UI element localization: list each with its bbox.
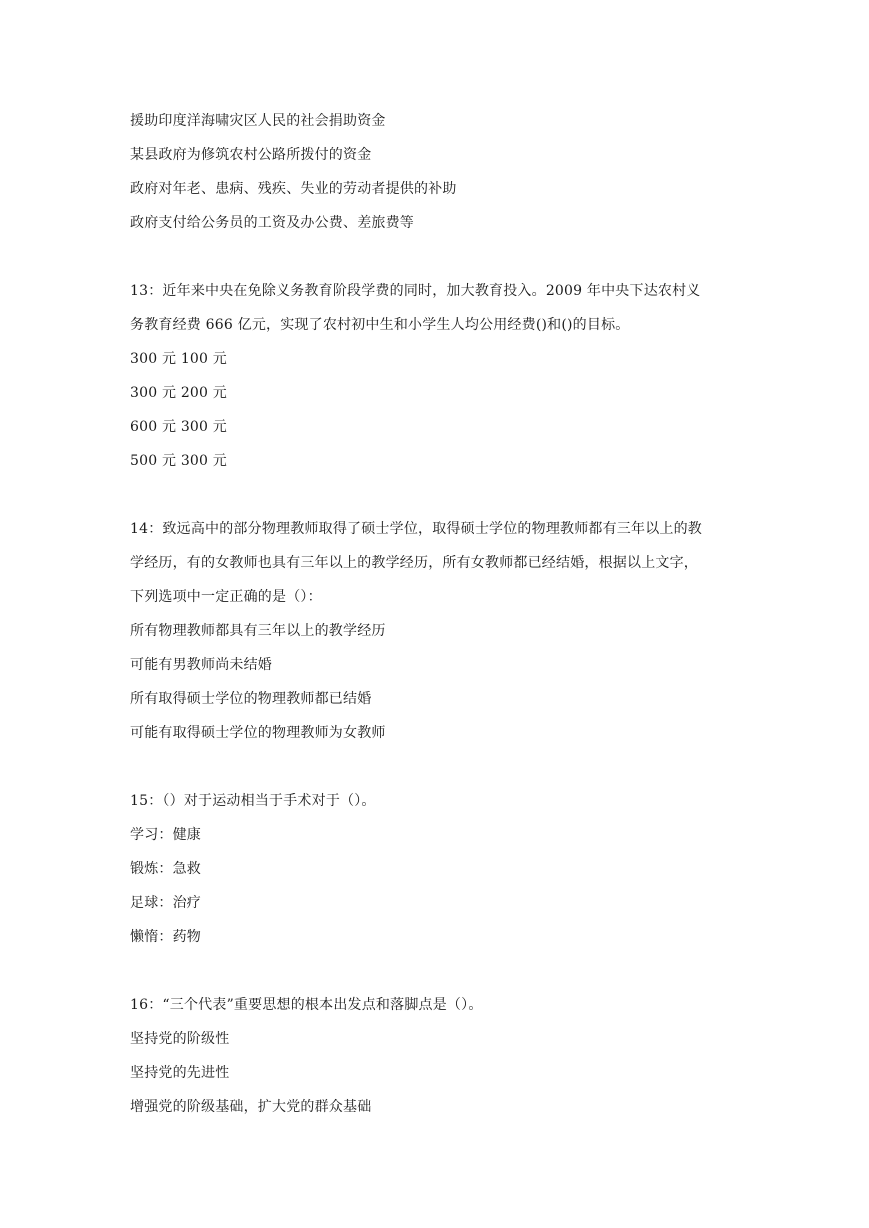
option: 坚持党的先进性 <box>130 1065 230 1081</box>
question-stem: 13：近年来中央在免除义务教育阶段学费的同时，加大教育投入。2009 年中央下达农村义 <box>130 283 701 299</box>
question-stem: 学经历，有的女教师也具有三年以上的教学经历，所有女教师都已经结婚，根据以上文字， <box>130 555 698 571</box>
option: 300 元 100 元 <box>130 351 227 367</box>
spacer <box>130 750 750 784</box>
option: 增强党的阶级基础，扩大党的群众基础 <box>130 1099 372 1115</box>
question-15 <box>130 784 750 954</box>
spacer <box>130 954 750 988</box>
option: 500 元 300 元 <box>130 453 227 469</box>
question-stem: 15：（）对于运动相当于手术对于（）。 <box>130 793 376 809</box>
option: 坚持党的阶级性 <box>130 1031 230 1047</box>
question-stem: 务教育经费 666 亿元，实现了农村初中生和小学生人均公用经费()和()的目标。 <box>130 317 630 333</box>
option: 可能有取得硕士学位的物理教师为女教师 <box>130 725 386 741</box>
option: 所有物理教师都具有三年以上的教学经历 <box>130 623 386 639</box>
question-stem: 14：致远高中的部分物理教师取得了硕士学位，取得硕士学位的物理教师都有三年以上的教 <box>130 521 703 537</box>
option: 锻炼：急救 <box>130 861 201 877</box>
option: 政府支付给公务员的工资及办公费、差旅费等 <box>130 215 414 231</box>
question-stem: 下列选项中一定正确的是（）： <box>130 589 322 605</box>
question-stem: 16：“三个代表”重要思想的根本出发点和落脚点是（）。 <box>130 997 483 1013</box>
option: 懒惰：药物 <box>130 929 201 945</box>
option: 600 元 300 元 <box>130 419 227 435</box>
prev-question-options <box>130 104 750 240</box>
question-16 <box>130 988 750 1124</box>
option: 学习：健康 <box>130 827 201 843</box>
option: 足球：治疗 <box>130 895 201 911</box>
question-14 <box>130 512 750 750</box>
option: 某县政府为修筑农村公路所拨付的资金 <box>130 147 372 163</box>
document-page <box>130 104 750 1124</box>
option: 可能有男教师尚未结婚 <box>130 657 272 673</box>
option: 政府对年老、患病、残疾、失业的劳动者提供的补助 <box>130 181 457 197</box>
option: 所有取得硕士学位的物理教师都已结婚 <box>130 691 372 707</box>
spacer <box>130 478 750 512</box>
option: 援助印度洋海啸灾区人民的社会捐助资金 <box>130 113 386 129</box>
question-13 <box>130 274 750 478</box>
option: 300 元 200 元 <box>130 385 227 401</box>
spacer <box>130 240 750 274</box>
